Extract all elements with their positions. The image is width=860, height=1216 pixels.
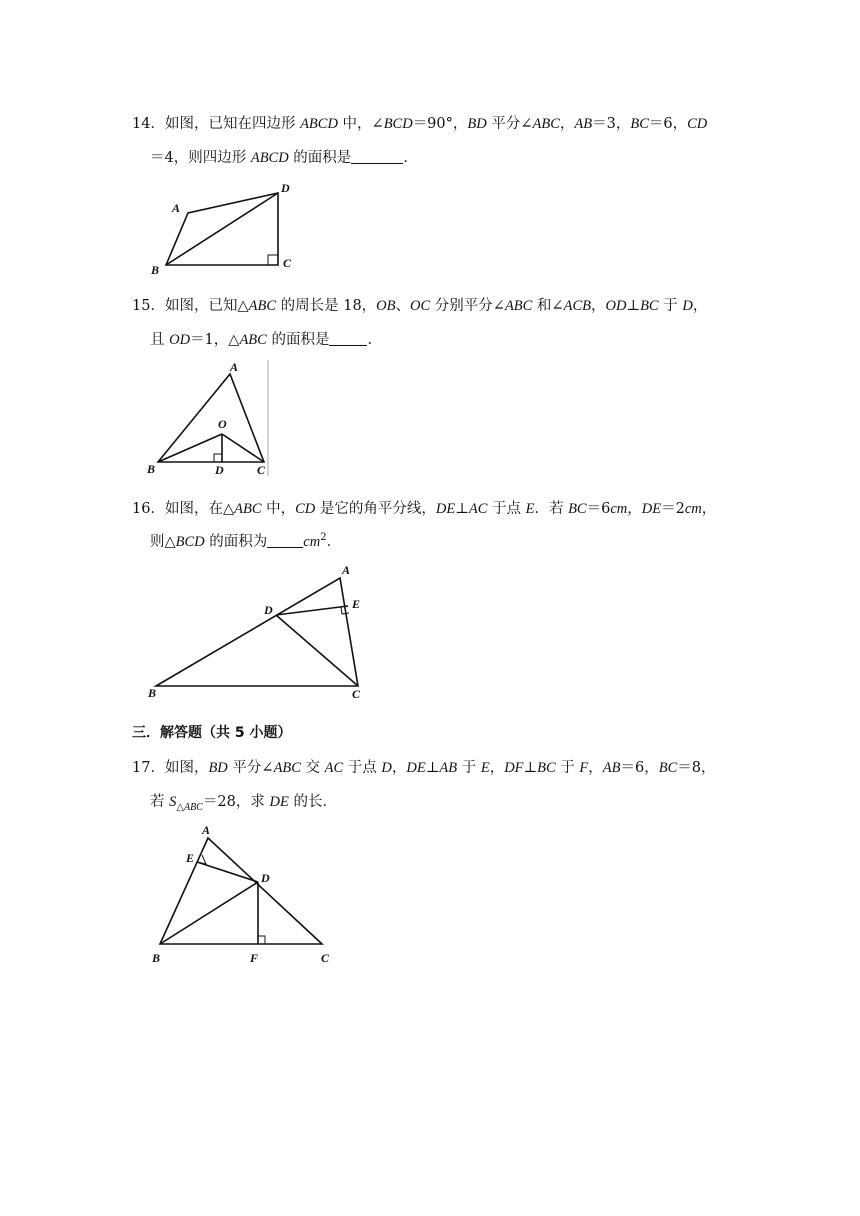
question-number: 17．	[132, 760, 165, 776]
text: ．	[367, 332, 382, 348]
label-b: B	[147, 462, 156, 476]
math: BC	[568, 501, 587, 517]
math: AB	[602, 760, 621, 776]
math: BC	[537, 760, 556, 776]
text: 于	[658, 298, 683, 314]
text: 交	[300, 760, 325, 776]
text: ＝1，△	[190, 332, 240, 348]
text: ，	[701, 501, 717, 517]
text: ．	[403, 150, 418, 166]
label-c: C	[352, 687, 361, 701]
label-c: C	[321, 951, 330, 965]
label-c: C	[257, 463, 266, 477]
math: CD	[687, 116, 708, 132]
text: 和∠	[532, 298, 564, 314]
text: 如图，已知在四边形	[164, 116, 301, 132]
math: OD	[605, 298, 627, 314]
math: D	[682, 298, 693, 314]
text: ＝2	[661, 501, 685, 517]
text: ，	[489, 760, 505, 776]
text: ⊥	[523, 760, 538, 776]
math: ABC	[532, 116, 560, 132]
label-f: F	[250, 951, 259, 965]
text: ＝6	[586, 501, 611, 517]
text: 如图，已知△	[164, 298, 249, 314]
text: ＝3，	[592, 116, 631, 132]
text: ＝6，	[648, 116, 688, 132]
label-b: B	[151, 263, 160, 277]
text: ，	[588, 760, 603, 776]
text: ，	[590, 298, 606, 314]
text: 如图，在△	[164, 501, 235, 517]
math: cm	[684, 501, 702, 517]
math: ABCD	[300, 116, 338, 132]
text: ，	[692, 298, 708, 314]
label-b: B	[148, 686, 157, 700]
text: 的周长是 18，	[276, 298, 377, 314]
math: AC	[324, 760, 344, 776]
math: CD	[295, 501, 316, 517]
subscript: △ABC	[176, 801, 203, 813]
label-c: C	[283, 256, 292, 270]
text: ＝4，则四边形	[150, 150, 251, 166]
math: BC	[630, 116, 649, 132]
text: ．	[326, 534, 342, 550]
math: ABC	[239, 332, 267, 348]
math: ABC	[248, 298, 276, 314]
text: ＝8，	[677, 760, 716, 776]
superscript: 2	[320, 532, 327, 544]
label-d: D	[281, 181, 290, 195]
text: ⊥	[455, 501, 469, 517]
text: 的面积是	[266, 332, 330, 348]
label-d: D	[261, 871, 270, 885]
math: ABC	[504, 298, 533, 314]
math: AB	[439, 760, 458, 776]
text: ＝6，	[620, 760, 659, 776]
text: ⊥	[425, 760, 440, 776]
math: ABC	[273, 760, 301, 776]
label-d: D	[215, 463, 224, 477]
math: cm	[303, 534, 321, 550]
right-angle-mark-f	[258, 936, 265, 944]
text: 是它的角平分线，	[315, 501, 436, 517]
text: 的面积为	[204, 534, 268, 550]
text: ，	[627, 501, 642, 517]
text: 则△	[150, 534, 176, 550]
text: 且	[150, 332, 170, 348]
math: E	[480, 760, 490, 776]
label-o: O	[218, 417, 227, 431]
text: 分别平分∠	[430, 298, 505, 314]
math: BCD	[175, 534, 205, 550]
text: ．若	[534, 501, 569, 517]
question-number: 15．	[132, 298, 165, 314]
text: 、	[395, 298, 411, 314]
math: BCD	[383, 116, 413, 132]
label-e: E	[186, 851, 195, 865]
text: 平分∠	[227, 760, 274, 776]
math: OC	[410, 298, 431, 314]
math: ABCD	[250, 150, 289, 166]
math: ACB	[563, 298, 591, 314]
label-a: A	[202, 823, 211, 837]
math: AC	[468, 501, 488, 517]
label-d: D	[264, 603, 273, 617]
math: DE	[641, 501, 662, 517]
math: D	[381, 760, 392, 776]
math: S	[169, 794, 177, 810]
label-a: A	[342, 563, 351, 577]
math: DE	[269, 794, 289, 810]
math: cm	[610, 501, 628, 517]
label-a: A	[230, 360, 239, 374]
text: 的面积是	[288, 150, 352, 166]
text: 于点	[487, 501, 526, 517]
text: 于	[555, 760, 580, 776]
text: ，	[391, 760, 407, 776]
label-a: A	[172, 201, 181, 215]
label-e: E	[352, 597, 361, 611]
math: BC	[658, 760, 678, 776]
math: E	[525, 501, 535, 517]
math: DF	[504, 760, 524, 776]
text: ＝90°，	[412, 116, 468, 132]
math: DE	[435, 501, 456, 517]
text: 平分∠	[486, 116, 533, 132]
text: ⊥	[626, 298, 641, 314]
math: BD	[208, 760, 228, 776]
text: 于	[457, 760, 481, 776]
text: 如图，	[164, 760, 209, 776]
question-number: 14．	[132, 116, 165, 132]
text: 中，	[261, 501, 296, 517]
math: OD	[169, 332, 191, 348]
label-b: B	[152, 951, 161, 965]
text: 中，∠	[337, 116, 384, 132]
math: ABC	[234, 501, 262, 517]
text: ＝28，求	[202, 794, 270, 810]
math: BC	[640, 298, 659, 314]
section-heading: 三．解答题（共 5 小题）	[132, 725, 292, 741]
text: 若	[150, 794, 170, 810]
segment-de	[197, 862, 258, 882]
text: 的长．	[288, 794, 337, 810]
question-number: 16．	[132, 501, 165, 517]
text: 于点	[343, 760, 382, 776]
math: BD	[467, 116, 487, 132]
math: DE	[406, 760, 426, 776]
math: F	[579, 760, 589, 776]
math: OB	[376, 298, 396, 314]
text: ，	[559, 116, 575, 132]
math: AB	[574, 116, 593, 132]
